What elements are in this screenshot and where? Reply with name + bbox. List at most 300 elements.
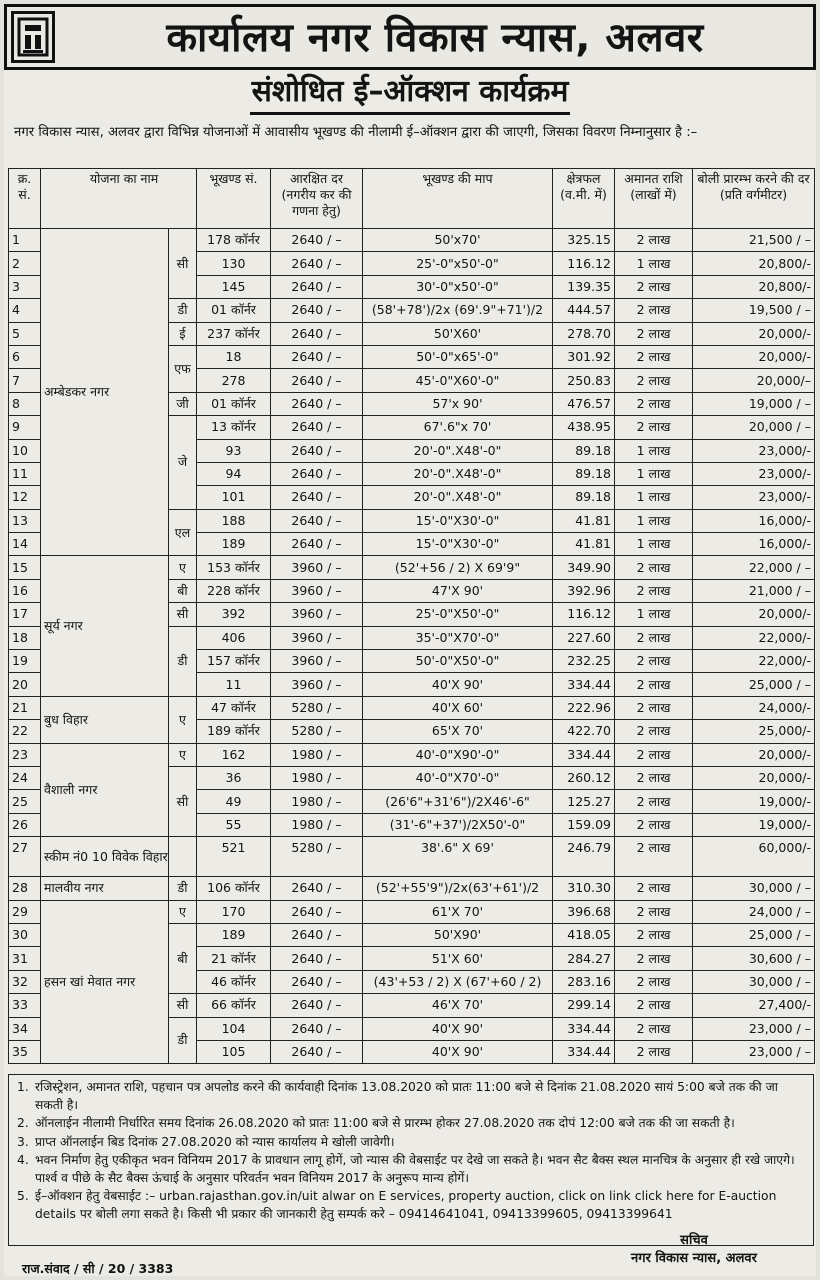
note-text: प्राप्त ऑनलाईन बिड दिनांक 27.08.2020 को न्यास कार्यालय मे खोली जावेगी। xyxy=(35,1134,395,1149)
deposit-cell: 2 लाख xyxy=(615,900,693,923)
plot-number-cell: 94 xyxy=(197,462,271,485)
starting-bid-cell: 60,000/- xyxy=(693,837,815,877)
header-sno: क्र. सं. xyxy=(9,169,41,229)
signature-office: नगर विकास न्यास, अलवर xyxy=(631,1251,757,1266)
plot-dimensions-cell: 40'-0"X90'-0" xyxy=(363,743,553,766)
plot-number-cell: 106 कॉर्नर xyxy=(197,877,271,900)
table-row xyxy=(9,696,815,719)
plot-number-cell: 188 xyxy=(197,509,271,532)
table-row xyxy=(9,556,815,579)
starting-bid-cell: 23,000/- xyxy=(693,439,815,462)
block-cell: ई xyxy=(169,322,197,345)
block-cell: एल xyxy=(169,509,197,556)
scheme-name-cell: मालवीय नगर xyxy=(41,877,169,900)
reserve-rate-cell: 2640 / – xyxy=(271,392,363,415)
serial-cell: 10 xyxy=(9,439,41,462)
plot-number-cell: 13 कॉर्नर xyxy=(197,416,271,439)
starting-bid-cell: 27,400/- xyxy=(693,994,815,1017)
note-text: ऑनलाईन नीलामी निर्धारित समय दिनांक 26.08.2020 को प्रातः 11:00 बजे से प्रारम्भ होकर 27.08.2020 तक दोपं 12:00 बजे तक की जा सकती है। xyxy=(35,1116,735,1131)
starting-bid-cell: 20,000/– xyxy=(693,369,815,392)
reserve-rate-cell: 2640 / – xyxy=(271,275,363,298)
reserve-rate-cell: 2640 / – xyxy=(271,1040,363,1063)
deposit-cell: 1 लाख xyxy=(615,603,693,626)
serial-cell: 14 xyxy=(9,533,41,556)
serial-cell: 24 xyxy=(9,766,41,789)
area-cell: 89.18 xyxy=(553,439,615,462)
starting-bid-cell: 19,000/- xyxy=(693,790,815,813)
reserve-rate-cell: 2640 / – xyxy=(271,486,363,509)
starting-bid-cell: 20,800/- xyxy=(693,252,815,275)
starting-bid-cell: 23,000/- xyxy=(693,462,815,485)
block-cell: डी xyxy=(169,299,197,322)
starting-bid-cell: 30,000 / – xyxy=(693,877,815,900)
area-cell: 41.81 xyxy=(553,509,615,532)
plot-dimensions-cell: 50'-0"X50'-0" xyxy=(363,650,553,673)
plot-number-cell: 278 xyxy=(197,369,271,392)
serial-cell: 22 xyxy=(9,720,41,743)
plot-number-cell: 130 xyxy=(197,252,271,275)
plot-dimensions-cell: 65'X 70' xyxy=(363,720,553,743)
scheme-name-cell: अम्बेडकर नगर xyxy=(41,229,169,556)
plot-number-cell: 228 कॉर्नर xyxy=(197,579,271,602)
plot-number-cell: 01 कॉर्नर xyxy=(197,392,271,415)
plot-number-cell: 66 कॉर्नर xyxy=(197,994,271,1017)
scheme-name-cell: बुध विहार xyxy=(41,696,169,743)
plot-number-cell: 11 xyxy=(197,673,271,696)
serial-cell: 29 xyxy=(9,900,41,923)
plot-number-cell: 153 कॉर्नर xyxy=(197,556,271,579)
area-cell: 299.14 xyxy=(553,994,615,1017)
deposit-cell: 2 लाख xyxy=(615,947,693,970)
notice-subtitle: संशोधित ई–ऑक्शन कार्यक्रम xyxy=(250,72,571,115)
block-cell: जी xyxy=(169,392,197,415)
block-cell xyxy=(169,837,197,877)
starting-bid-cell: 20,000/- xyxy=(693,603,815,626)
area-cell: 283.16 xyxy=(553,970,615,993)
block-cell: सी xyxy=(169,603,197,626)
block-cell: सी xyxy=(169,994,197,1017)
starting-bid-cell: 22,000/- xyxy=(693,626,815,649)
serial-cell: 13 xyxy=(9,509,41,532)
plot-dimensions-cell: 40'X 90' xyxy=(363,1017,553,1040)
serial-cell: 12 xyxy=(9,486,41,509)
scheme-name-cell: वैशाली नगर xyxy=(41,743,169,837)
serial-cell: 23 xyxy=(9,743,41,766)
plot-dimensions-cell: 40'X 90' xyxy=(363,673,553,696)
deposit-cell: 1 लाख xyxy=(615,439,693,462)
reserve-rate-cell: 3960 / – xyxy=(271,650,363,673)
block-cell: जे xyxy=(169,416,197,510)
area-cell: 310.30 xyxy=(553,877,615,900)
serial-cell: 21 xyxy=(9,696,41,719)
plot-number-cell: 237 कॉर्नर xyxy=(197,322,271,345)
area-cell: 349.90 xyxy=(553,556,615,579)
serial-cell: 2 xyxy=(9,252,41,275)
serial-cell: 30 xyxy=(9,923,41,946)
starting-bid-cell: 20,000 / – xyxy=(693,416,815,439)
plot-number-cell: 157 कॉर्नर xyxy=(197,650,271,673)
starting-bid-cell: 20,000/- xyxy=(693,766,815,789)
serial-cell: 32 xyxy=(9,970,41,993)
starting-bid-cell: 21,500 / – xyxy=(693,229,815,252)
note-text: ई–ऑक्शन हेतु वेबसाईट :– urban.rajasthan.gov.in/uit alwar on E services, property auction, click on link click here for E-auction details पर बोली लगा सकते है। किसी भी प्रकार की जानकारी हेतु सम्पर्क करे – 09414641041, 09413399605, 09413399641 xyxy=(35,1189,777,1222)
deposit-cell: 1 लाख xyxy=(615,462,693,485)
plot-dimensions-cell: 15'-0"X30'-0" xyxy=(363,533,553,556)
deposit-cell: 2 लाख xyxy=(615,790,693,813)
plot-number-cell: 406 xyxy=(197,626,271,649)
header-bid: बोली प्रारम्भ करने की दर (प्रति वर्गमीटर) xyxy=(693,169,815,229)
reserve-rate-cell: 2640 / – xyxy=(271,923,363,946)
deposit-cell: 2 लाख xyxy=(615,994,693,1017)
plot-number-cell: 145 xyxy=(197,275,271,298)
serial-cell: 26 xyxy=(9,813,41,836)
serial-cell: 9 xyxy=(9,416,41,439)
note-item xyxy=(17,1078,807,1114)
plot-dimensions-cell: 40'X 60' xyxy=(363,696,553,719)
plot-dimensions-cell: 25'-0"X50'-0" xyxy=(363,603,553,626)
deposit-cell: 2 लाख xyxy=(615,556,693,579)
deposit-cell: 2 लाख xyxy=(615,369,693,392)
plot-number-cell: 162 xyxy=(197,743,271,766)
serial-cell: 3 xyxy=(9,275,41,298)
area-cell: 89.18 xyxy=(553,462,615,485)
scheme-name-cell: सूर्य नगर xyxy=(41,556,169,696)
plot-dimensions-cell: 15'-0"X30'-0" xyxy=(363,509,553,532)
block-cell: सी xyxy=(169,229,197,299)
plot-dimensions-cell: 50'x70' xyxy=(363,229,553,252)
table-row xyxy=(9,900,815,923)
reserve-rate-cell: 2640 / – xyxy=(271,947,363,970)
deposit-cell: 2 लाख xyxy=(615,229,693,252)
area-cell: 125.27 xyxy=(553,790,615,813)
reserve-rate-cell: 2640 / – xyxy=(271,416,363,439)
deposit-cell: 2 लाख xyxy=(615,416,693,439)
plot-dimensions-cell: 50'X60' xyxy=(363,322,553,345)
starting-bid-cell: 25,000/- xyxy=(693,720,815,743)
plot-dimensions-cell: 20'-0".X48'-0" xyxy=(363,486,553,509)
serial-cell: 8 xyxy=(9,392,41,415)
plot-dimensions-cell: 30'-0"x50'-0" xyxy=(363,275,553,298)
plot-dimensions-cell: (43'+53 / 2) X (67'+60 / 2) xyxy=(363,970,553,993)
plot-dimensions-cell: 47'X 90' xyxy=(363,579,553,602)
reserve-rate-cell: 1980 / – xyxy=(271,743,363,766)
serial-cell: 17 xyxy=(9,603,41,626)
block-cell: डी xyxy=(169,1017,197,1064)
area-cell: 41.81 xyxy=(553,533,615,556)
note-item xyxy=(17,1187,807,1223)
area-cell: 260.12 xyxy=(553,766,615,789)
reserve-rate-cell: 3960 / – xyxy=(271,673,363,696)
reserve-rate-cell: 2640 / – xyxy=(271,900,363,923)
reference-number: राज.संवाद / सी / 20 / 3383 xyxy=(22,1261,174,1276)
plot-dimensions-cell: (58'+78')/2x (69'.9"+71')/2 xyxy=(363,299,553,322)
deposit-cell: 2 लाख xyxy=(615,877,693,900)
serial-cell: 15 xyxy=(9,556,41,579)
area-cell: 246.79 xyxy=(553,837,615,877)
deposit-cell: 1 लाख xyxy=(615,509,693,532)
plot-dimensions-cell: 61'X 70' xyxy=(363,900,553,923)
block-cell: बी xyxy=(169,579,197,602)
deposit-cell: 2 लाख xyxy=(615,392,693,415)
reserve-rate-cell: 3960 / – xyxy=(271,556,363,579)
reserve-rate-cell: 2640 / – xyxy=(271,229,363,252)
header-rate: आरक्षित दर (नगरीय कर की गणना हेतु) xyxy=(271,169,363,229)
newspaper-notice xyxy=(4,4,816,1276)
deposit-cell: 2 लाख xyxy=(615,345,693,368)
plot-dimensions-cell: 45'-0"X60'-0" xyxy=(363,369,553,392)
deposit-cell: 2 लाख xyxy=(615,766,693,789)
note-item xyxy=(17,1114,807,1132)
starting-bid-cell: 16,000/- xyxy=(693,509,815,532)
area-cell: 392.96 xyxy=(553,579,615,602)
block-cell: ए xyxy=(169,743,197,766)
plot-number-cell: 392 xyxy=(197,603,271,626)
deposit-cell: 2 लाख xyxy=(615,813,693,836)
note-number: 2. xyxy=(17,1116,29,1131)
reserve-rate-cell: 2640 / – xyxy=(271,369,363,392)
reserve-rate-cell: 1980 / – xyxy=(271,790,363,813)
reserve-rate-cell: 2640 / – xyxy=(271,1017,363,1040)
serial-cell: 7 xyxy=(9,369,41,392)
reserve-rate-cell: 5280 / – xyxy=(271,720,363,743)
note-text: भवन निर्माण हेतु एकीकृत भवन विनियम 2017 के प्रावधान लागू होगें, जो न्यास की वेबसाईट पर देखे जा सकते है। भवन सैट बैक्स स्थल मानचित्र के अनुसार ही रखे जाएगे। पार्श्व व पीछे के सैट बैक्स ऊंचाई के अनुसार परिवर्तन भवन विनियम 2017 के अनुरूप मान्य होगें। xyxy=(35,1152,795,1186)
table-row xyxy=(9,743,815,766)
deposit-cell: 2 लाख xyxy=(615,299,693,322)
area-cell: 396.68 xyxy=(553,900,615,923)
note-number: 3. xyxy=(17,1134,29,1149)
signature-title: सचिव xyxy=(680,1233,708,1248)
deposit-cell: 2 लाख xyxy=(615,720,693,743)
starting-bid-cell: 19,000/- xyxy=(693,813,815,836)
plot-number-cell: 21 कॉर्नर xyxy=(197,947,271,970)
subtitle-wrap xyxy=(4,72,816,118)
plot-dimensions-cell: (31'-6"+37')/2X50'-0" xyxy=(363,813,553,836)
deposit-cell: 2 लाख xyxy=(615,650,693,673)
starting-bid-cell: 25,000 / – xyxy=(693,673,815,696)
reserve-rate-cell: 3960 / – xyxy=(271,603,363,626)
starting-bid-cell: 22,000 / – xyxy=(693,556,815,579)
deposit-cell: 2 लाख xyxy=(615,1017,693,1040)
area-cell: 139.35 xyxy=(553,275,615,298)
plot-number-cell: 01 कॉर्नर xyxy=(197,299,271,322)
header-deposit: अमानत राशि (लाखों में) xyxy=(615,169,693,229)
reserve-rate-cell: 1980 / – xyxy=(271,766,363,789)
starting-bid-cell: 22,000/- xyxy=(693,650,815,673)
table-row xyxy=(9,877,815,900)
plots-table xyxy=(8,168,815,1064)
plot-number-cell: 47 कॉर्नर xyxy=(197,696,271,719)
plot-dimensions-cell: 46'X 70' xyxy=(363,994,553,1017)
serial-cell: 28 xyxy=(9,877,41,900)
header-area: क्षेत्रफल (व.मी. में) xyxy=(553,169,615,229)
area-cell: 418.05 xyxy=(553,923,615,946)
serial-cell: 18 xyxy=(9,626,41,649)
area-cell: 334.44 xyxy=(553,673,615,696)
block-cell: ए xyxy=(169,900,197,923)
serial-cell: 31 xyxy=(9,947,41,970)
area-cell: 284.27 xyxy=(553,947,615,970)
area-cell: 278.70 xyxy=(553,322,615,345)
deposit-cell: 2 लाख xyxy=(615,1040,693,1063)
area-cell: 476.57 xyxy=(553,392,615,415)
area-cell: 334.44 xyxy=(553,1040,615,1063)
plot-dimensions-cell: 40'X 90' xyxy=(363,1040,553,1063)
starting-bid-cell: 23,000/- xyxy=(693,486,815,509)
serial-cell: 35 xyxy=(9,1040,41,1063)
area-cell: 422.70 xyxy=(553,720,615,743)
block-cell: एफ xyxy=(169,345,197,392)
starting-bid-cell: 24,000/- xyxy=(693,696,815,719)
deposit-cell: 2 लाख xyxy=(615,970,693,993)
plot-dimensions-cell: 57'x 90' xyxy=(363,392,553,415)
serial-cell: 16 xyxy=(9,579,41,602)
area-cell: 334.44 xyxy=(553,743,615,766)
starting-bid-cell: 20,000/- xyxy=(693,345,815,368)
serial-cell: 33 xyxy=(9,994,41,1017)
plot-dimensions-cell: 40'-0"X70'-0" xyxy=(363,766,553,789)
deposit-cell: 2 लाख xyxy=(615,673,693,696)
plot-dimensions-cell: 20'-0".X48'-0" xyxy=(363,439,553,462)
deposit-cell: 2 लाख xyxy=(615,626,693,649)
area-cell: 250.83 xyxy=(553,369,615,392)
starting-bid-cell: 30,600 / – xyxy=(693,947,815,970)
plot-number-cell: 105 xyxy=(197,1040,271,1063)
area-cell: 232.25 xyxy=(553,650,615,673)
notice-header xyxy=(4,4,816,70)
reserve-rate-cell: 3960 / – xyxy=(271,626,363,649)
area-cell: 334.44 xyxy=(553,1017,615,1040)
reserve-rate-cell: 2640 / – xyxy=(271,970,363,993)
reserve-rate-cell: 2640 / – xyxy=(271,509,363,532)
plot-dimensions-cell: 35'-0"X70'-0" xyxy=(363,626,553,649)
area-cell: 325.15 xyxy=(553,229,615,252)
serial-cell: 19 xyxy=(9,650,41,673)
serial-cell: 4 xyxy=(9,299,41,322)
reserve-rate-cell: 2640 / – xyxy=(271,877,363,900)
scheme-name-cell: स्कीम नं0 10 विवेक विहार xyxy=(41,837,169,877)
plot-dimensions-cell: (26'6"+31'6")/2X46'-6" xyxy=(363,790,553,813)
note-item xyxy=(17,1133,807,1151)
plot-dimensions-cell: (52'+56 / 2) X 69'9" xyxy=(363,556,553,579)
serial-cell: 6 xyxy=(9,345,41,368)
plot-number-cell: 55 xyxy=(197,813,271,836)
reserve-rate-cell: 2640 / – xyxy=(271,299,363,322)
note-number: 4. xyxy=(17,1152,29,1167)
header-dims: भूखण्ड की माप xyxy=(363,169,553,229)
header-plot: भूखण्ड सं. xyxy=(197,169,271,229)
deposit-cell: 1 लाख xyxy=(615,486,693,509)
note-item xyxy=(17,1151,807,1187)
deposit-cell: 2 लाख xyxy=(615,579,693,602)
table-row xyxy=(9,837,815,877)
plot-dimensions-cell: 51'X 60' xyxy=(363,947,553,970)
starting-bid-cell: 20,800/- xyxy=(693,275,815,298)
area-cell: 438.95 xyxy=(553,416,615,439)
starting-bid-cell: 20,000/- xyxy=(693,322,815,345)
reserve-rate-cell: 3960 / – xyxy=(271,579,363,602)
reserve-rate-cell: 2640 / – xyxy=(271,462,363,485)
plot-dimensions-cell: 50'X90' xyxy=(363,923,553,946)
table-header-row xyxy=(9,169,815,229)
reserve-rate-cell: 2640 / – xyxy=(271,322,363,345)
starting-bid-cell: 16,000/- xyxy=(693,533,815,556)
office-title: कार्यालय नगर विकास न्यास, अलवर xyxy=(166,15,704,61)
deposit-cell: 2 लाख xyxy=(615,322,693,345)
area-cell: 222.96 xyxy=(553,696,615,719)
deposit-cell: 2 लाख xyxy=(615,275,693,298)
serial-cell: 25 xyxy=(9,790,41,813)
plot-number-cell: 101 xyxy=(197,486,271,509)
intro-paragraph: नगर विकास न्यास, अलवर द्वारा विभिन्न योजनाओं में आवासीय भूखण्ड की नीलामी ई–ऑक्शन द्वारा की जाएगी, जिसका विवरण निम्नानुसार है :– xyxy=(14,125,698,140)
deposit-cell: 1 लाख xyxy=(615,533,693,556)
note-text: रजिस्ट्रेशन, अमानत राशि, पहचान पत्र अपलोड करने की कार्यवाही दिनांक 13.08.2020 को प्रातः 11:00 बजे से दिनांक 21.08.2020 सायं 5:00 बजे तक की जा सकती है। xyxy=(35,1080,778,1113)
block-cell: ए xyxy=(169,556,197,579)
starting-bid-cell: 20,000/- xyxy=(693,743,815,766)
plot-dimensions-cell: 20'-0".X48'-0" xyxy=(363,462,553,485)
reserve-rate-cell: 5280 / – xyxy=(271,837,363,877)
scheme-name-cell: हसन खां मेवात नगर xyxy=(41,900,169,1064)
block-cell: ए xyxy=(169,696,197,743)
reserve-rate-cell: 2640 / – xyxy=(271,994,363,1017)
note-number: 1. xyxy=(17,1080,29,1094)
deposit-cell: 2 लाख xyxy=(615,743,693,766)
serial-cell: 27 xyxy=(9,837,41,877)
reserve-rate-cell: 2640 / – xyxy=(271,252,363,275)
plot-number-cell: 49 xyxy=(197,790,271,813)
area-cell: 116.12 xyxy=(553,252,615,275)
plot-dimensions-cell: 67'.6"x 70' xyxy=(363,416,553,439)
starting-bid-cell: 23,000 / – xyxy=(693,1040,815,1063)
area-cell: 227.60 xyxy=(553,626,615,649)
table-row xyxy=(9,229,815,252)
plot-dimensions-cell: (52'+55'9")/2x(63'+61')/2 xyxy=(363,877,553,900)
area-cell: 159.09 xyxy=(553,813,615,836)
plot-number-cell: 189 xyxy=(197,533,271,556)
reserve-rate-cell: 1980 / – xyxy=(271,813,363,836)
starting-bid-cell: 30,000 / – xyxy=(693,970,815,993)
plot-number-cell: 18 xyxy=(197,345,271,368)
plot-number-cell: 189 xyxy=(197,923,271,946)
reserve-rate-cell: 5280 / – xyxy=(271,696,363,719)
starting-bid-cell: 24,000 / – xyxy=(693,900,815,923)
table-body xyxy=(9,229,815,1064)
block-cell: डी xyxy=(169,626,197,696)
block-cell: बी xyxy=(169,923,197,993)
uit-logo-icon xyxy=(11,11,55,63)
plot-dimensions-cell: 38'.6" X 69' xyxy=(363,837,553,877)
plot-number-cell: 93 xyxy=(197,439,271,462)
area-cell: 444.57 xyxy=(553,299,615,322)
plot-number-cell: 104 xyxy=(197,1017,271,1040)
plot-number-cell: 46 कॉर्नर xyxy=(197,970,271,993)
plot-number-cell: 189 कॉर्नर xyxy=(197,720,271,743)
deposit-cell: 2 लाख xyxy=(615,837,693,877)
deposit-cell: 1 लाख xyxy=(615,252,693,275)
header-scheme: योजना का नाम xyxy=(41,169,197,229)
note-number: 5. xyxy=(17,1189,29,1204)
area-cell: 89.18 xyxy=(553,486,615,509)
reserve-rate-cell: 2640 / – xyxy=(271,345,363,368)
serial-cell: 5 xyxy=(9,322,41,345)
plot-number-cell: 521 xyxy=(197,837,271,877)
serial-cell: 20 xyxy=(9,673,41,696)
plot-number-cell: 178 कॉर्नर xyxy=(197,229,271,252)
plot-number-cell: 170 xyxy=(197,900,271,923)
serial-cell: 34 xyxy=(9,1017,41,1040)
area-cell: 116.12 xyxy=(553,603,615,626)
reserve-rate-cell: 2640 / – xyxy=(271,533,363,556)
area-cell: 301.92 xyxy=(553,345,615,368)
